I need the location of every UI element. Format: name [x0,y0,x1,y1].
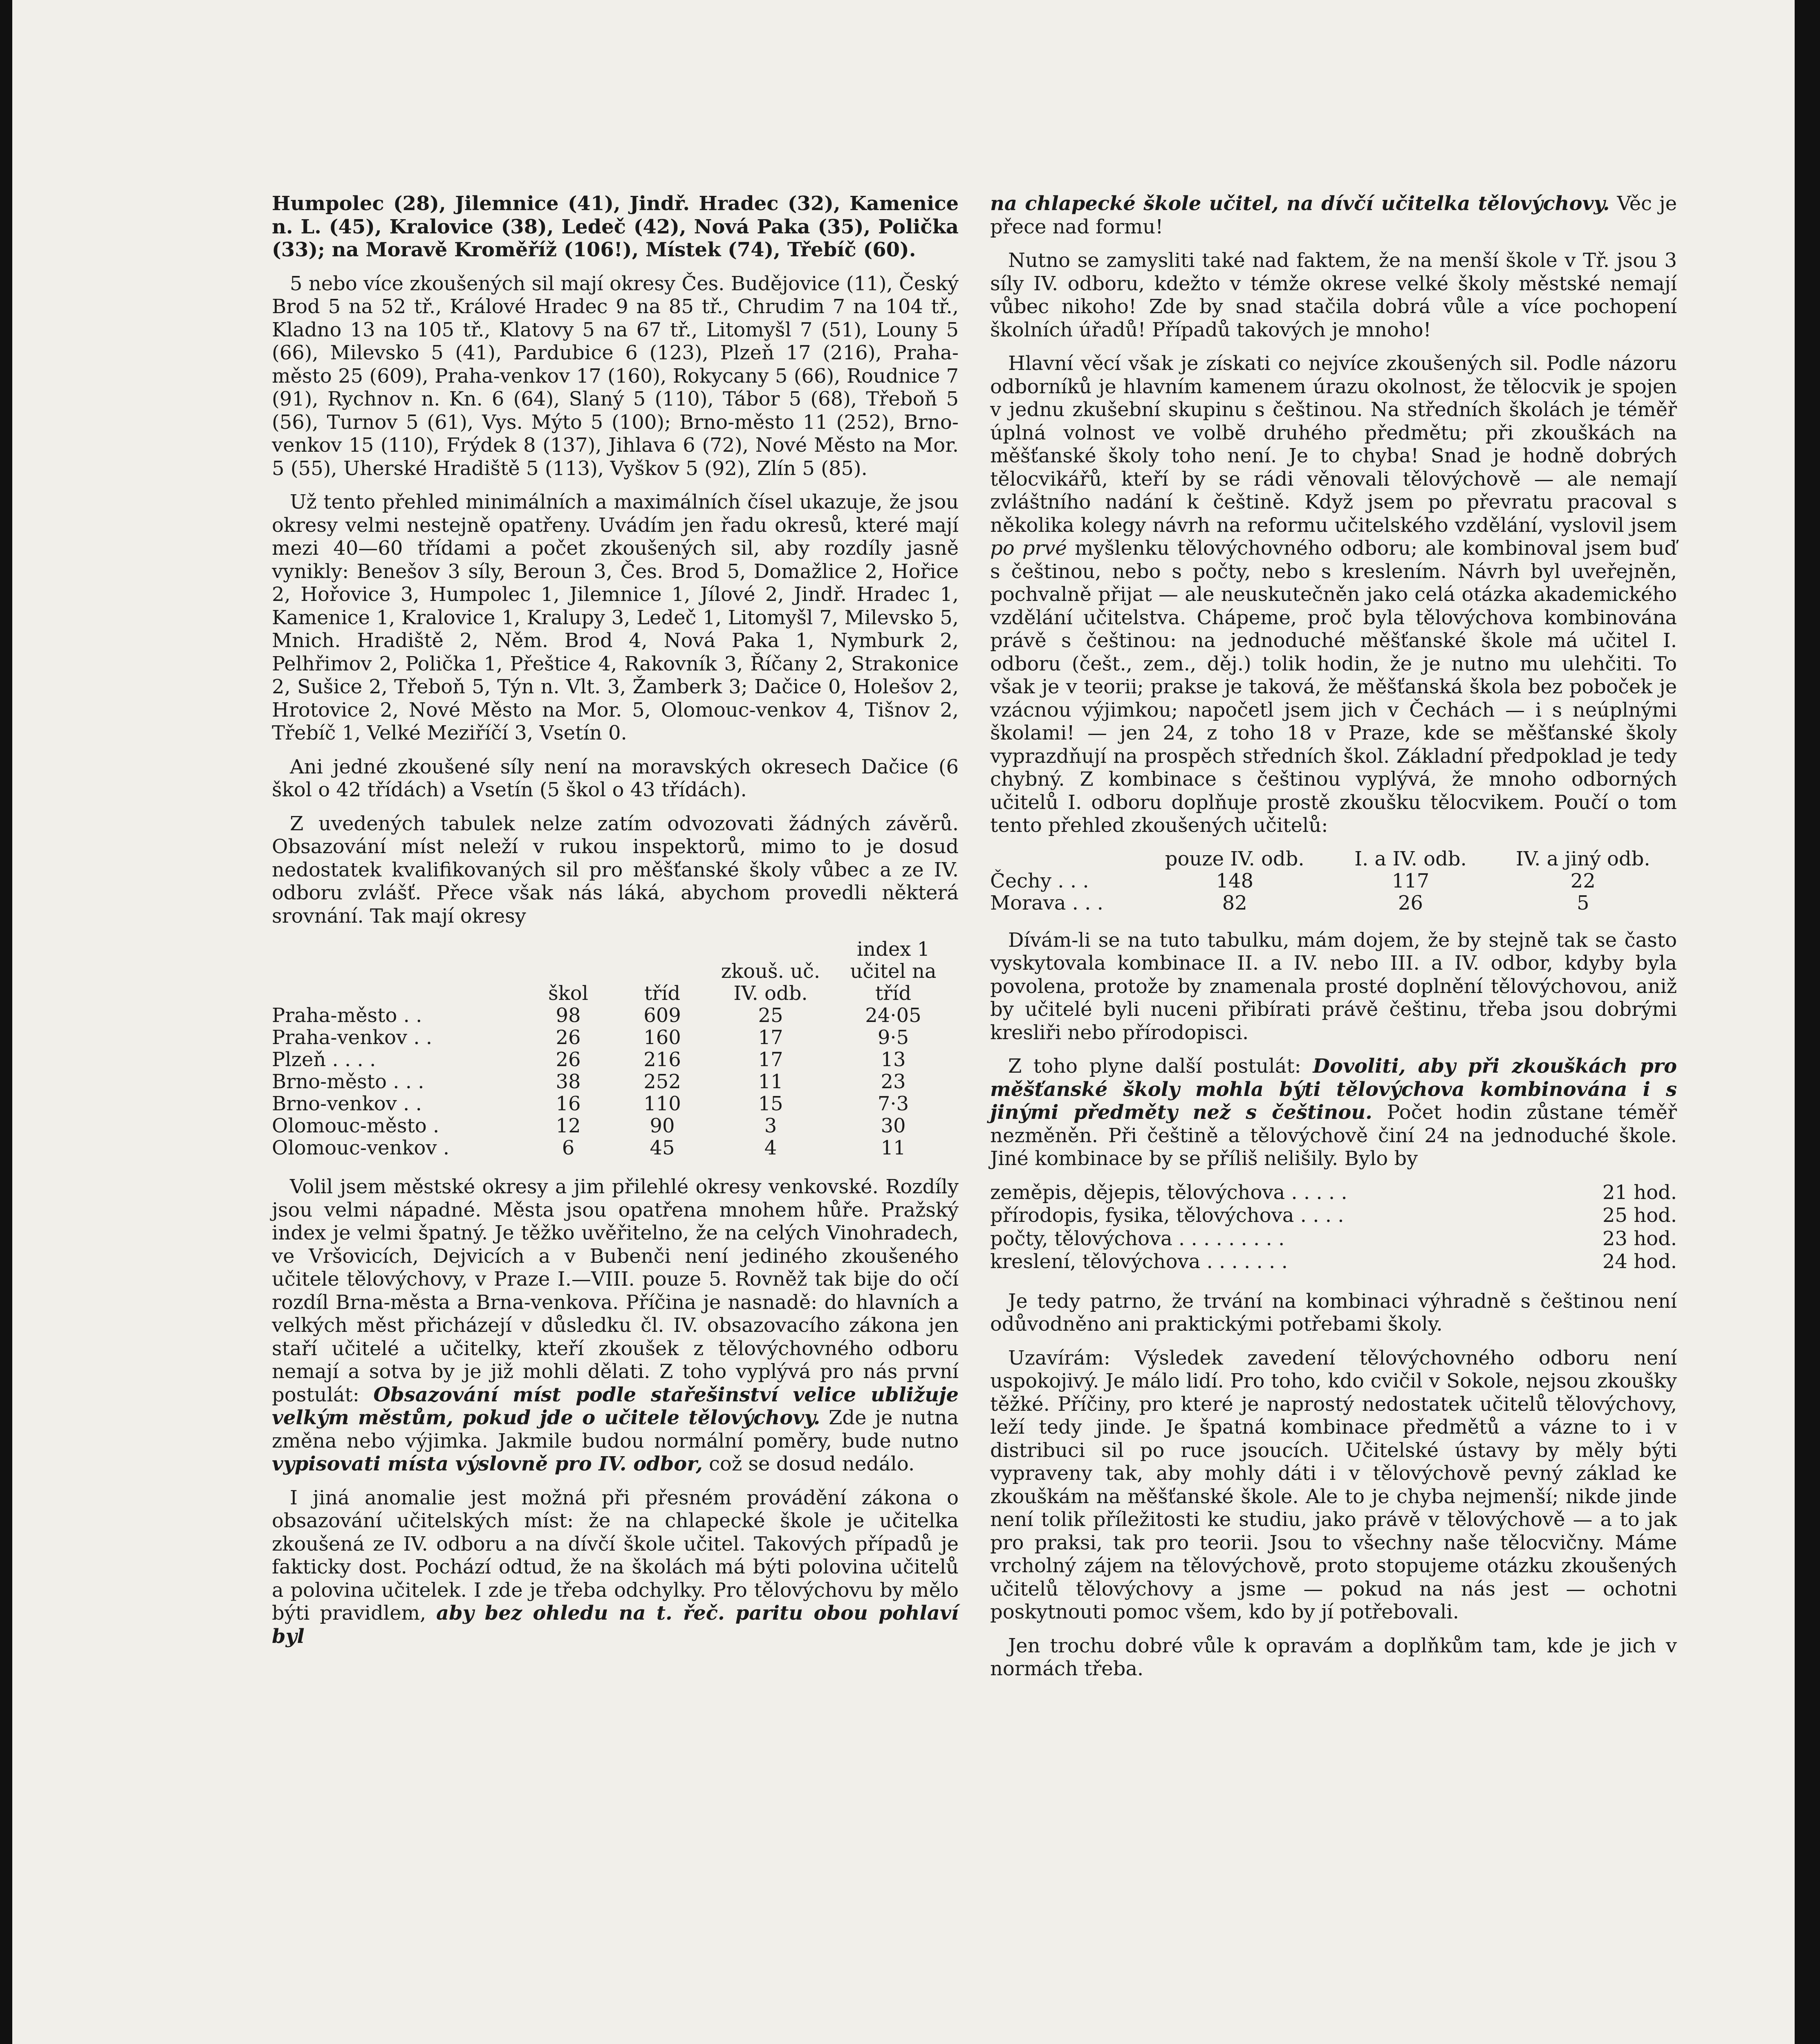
col-header: škol [548,982,588,1005]
table-row: Čechy . . . 148 117 22 [990,869,1596,892]
district-table [272,938,955,1159]
paragraph: Z toho plyne další postulát: Dovoliti, aby při zkouškách pro měšťanské školy mohla býti tělovýchova kombinována i s jinými předměty než s češtinou. Počet hodin zůstane téměř nezměněn. Při češtině a tělovýchově činí 24 na jednoduché škole. Jiné kombinace by se příliš nelišily. Bylo by [990,1055,1677,1170]
col-header: zkouš. uč. IV. odb. [721,960,820,1005]
table-row: Morava . . . 82 26 5 [990,891,1589,914]
paragraph: I jiná anomalie jest možná při přesném provádění zákona o obsazování učitelských míst: že na chlapecké škole je učitelka zkoušená ze IV. odboru a na dívčí škole učitel. Takových případů je fakticky dost. Pochází odtud, že na školách má býti polovina učitelů a polovina učitelek. I zde je třeba odchylky. Pro tělovýchovu by mělo býti pravidlem, aby bez ohledu na t. řeč. paritu obou pohlaví byl [272,1486,959,1648]
col-header: index 1 učitel na tříd [850,938,937,1005]
list-item: zeměpis, dějepis, tělovýchova . . . . . 21 hod. [990,1181,1677,1204]
paragraph: na chlapecké škole učitel, na dívčí učitelka tělovýchovy. Věc je přece nad formu! [990,192,1677,238]
teachers-table [990,848,1677,914]
paragraph: Volil jsem městské okresy a jim přilehlé okresy venkovské. Rozdíly jsou velmi nápadné. Města jsou opatřena mnohem hůře. Pražský index je velmi špatný. Je těžko uvěřitelno, že na celých Vinohradech, ve Vršovicích, Dejvicích a v Bubenči není jediného zkoušeného učitele tělovýchovy, v Praze I.—VIII. pouze 5. Rovněž tak bije do očí rozdíl Brna-města a Brna-venkova. Příčina je nasnadě: do hlavních a velkých měst přicházejí v důsledku čl. IV. obsazovacího zákona jen staří učitelé a učitelky, kteří zkoušek z tělovýchovného odboru nemají a sotva by je již mohli dělati. Z toho vyplývá pro nás první postulát: Obsazování míst podle stařešinství velice ubližuje velkým městům, pokud jde o učitele tělovýchovy. Zde je nutna změna nebo výjimka. Jakmile budou normální poměry, bude nutno vypisovati místa výslovně pro IV. odbor, což se dosud nedálo. [272,1175,959,1475]
paragraph: Dívám-li se na tuto tabulku, mám dojem, že by stejně tak se často vyskytovala kombinace II. a IV. nebo III. a IV. odbor, kdyby byla povolena, protože by znamenala prosté doplnění tělovýchovou, aniž by učitelé byli nuceni přibírati právě češtinu, třeba jsou dobrými kresliři nebo přírodopisci. [990,928,1677,1044]
col-header: tříd [644,982,681,1005]
paragraph: Nutno se zamysliti také nad faktem, že na menší škole v Tř. jsou 3 síly IV. odboru, kdežto v témže okrese velké školy městské nemají vůbec nikoho! Zde by snad stačila dobrá vůle a více pochopení školních úřadů! Případů takových je mnoho! [990,249,1677,341]
table-row: Olomouc-venkov . 6 45 4 11 [272,1136,906,1159]
list-item: kreslení, tělovýchova . . . . . . . 24 hod. [990,1250,1677,1273]
table-row: Brno-město . . . 38 252 11 23 [272,1070,906,1093]
paragraph: Z uvedených tabulek nelze zatím odvozovati žádných závěrů. Obsazování míst neleží v rukou inspektorů, mimo to je dosud nedostatek kvalifikovaných sil pro měšťanské školy vůbec a ze IV. odboru zvlášť. Přece však nás láká, abychom provedli některá srovnání. Tak mají okresy [272,812,959,928]
paragraph: Uzavírám: Výsledek zavedení tělovýchovného odboru není uspokojivý. Je málo lidí. Pro toho, kdo cvičil v Sokole, nejsou zkoušky těžké. Příčiny, pro které je naprostý nedostatek učitelů tělovýchovy, leží tedy jinde. Je špatná kombinace předmětů a vázne to i v distribuci sil po ruce jsoucích. Učitelské ústavy by měly býti vypraveny tak, aby mohly dáti i v tělovýchově pevný základ ke zkouškám na měšťanské škole. Ale to je chyba nejmenší; nikde jinde není tolik příležitosti ke studiu, jako právě v tělovýchově — a to jak pro praksi, tak pro teorii. Jsou to všechny naše tělocvičny. Máme vrcholný zájem na tělovýchově, proto stopujeme otázku zkoušených učitelů tělovýchovy a jsme — pokud na nás jest — ochotni poskytnouti pomoc všem, kdo by jí potřebovali. [990,1346,1677,1623]
paragraph: Jen trochu dobré vůle k opravám a doplňkům tam, kde je jich v normách třeba. [990,1634,1677,1680]
table-row: Brno-venkov . . 16 110 15 7·3 [272,1092,909,1115]
list-item: přírodopis, fysika, tělovýchova . . . . 25 hod. [990,1204,1677,1227]
table-row: Plzeň . . . . 26 216 17 13 [272,1048,906,1071]
paragraph: 5 nebo více zkoušených sil mají okresy Čes. Budějovice (11), Český Brod 5 na 52 tř., Králové Hradec 9 na 85 tř., Chrudim 7 na 104 tř., Kladno 13 na 105 tř., Klatovy 5 na 67 tř., Litomyšl 7 (51), Louny 5 (66), Milevsko 5 (41), Pardubice 6 (123), Plzeň 17 (216), Praha-město 25 (609), Praha-venkov 17 (160), Rokycany 5 (66), Roudnice 7 (91), Rychnov n. Kn. 6 (64), Slaný 5 (110), Tábor 5 (68), Třeboň 5 (56), Turnov 5 (61), Vys. Mýto 5 (100); Brno-město 11 (252), Brno-venkov 15 (110), Frýdek 8 (137), Jihlava 6 (72), Nové Město na Mor. 5 (55), Uherské Hradiště 5 (113), Vyškov 5 (92), Zlín 5 (85). [272,272,959,480]
list-item: počty, tělovýchova . . . . . . . . . 23 hod. [990,1227,1677,1250]
paragraph: Už tento přehled minimálních a maximálních čísel ukazuje, že jsou okresy velmi nestejně opatřeny. Uvádím jen řadu okresů, které mají mezi 40—60 třídami a počet zkoušených sil, aby rozdíly jasně vynikly: Benešov 3 síly, Beroun 3, Čes. Brod 5, Domažlice 2, Hořice 2, Hořovice 3, Humpolec 1, Jilemnice 1, Jílové 2, Jindř. Hradec 1, Kamenice 1, Kralovice 1, Kralupy 3, Ledeč 1, Litomyšl 7, Milevsko 5, Mnich. Hradiště 2, Něm. Brod 4, Nová Paka 1, Nymburk 2, Pelhřimov 2, Polička 1, Přeštice 4, Rakovník 3, Říčany 2, Strakonice 2, Sušice 2, Třeboň 5, Týn n. Vlt. 3, Žamberk 3; Dačice 0, Holešov 2, Hrotovice 2, Nové Město na Mor. 5, Olomouc-venkov 4, Tišnov 2, Třebíč 1, Velké Meziříčí 3, Vsetín 0. [272,491,959,744]
document-page [12,0,1795,2044]
col-header: IV. a jiný odb. [1515,847,1650,870]
paragraph: Hlavní věcí však je získati co nejvíce zkoušených sil. Podle názoru odborníků je hlavním kamenem úrazu okolnost, že tělocvik je spojen v jednu zkušební skupinu s češtinou. Na středních školách je téměř úplná volnost ve volbě druhého předmětu; při zkouškách na měšťanské školy toho není. Je to chyba! Snad je hodně dobrých tělocvikářů, kteří by se rádi věnovali tělovýchově — ale nemají zvláštního nadání k češtině. Když jsem po převratu pracoval s několika kolegy návrh na reformu učitelského vzdělání, vyslovil jsem po prvé myšlenku tělovýchovného odboru; ale kombinoval jsem buď s češtinou, nebo s počty, nebo s kreslením. Návrh byl uveřejněn, pochvalně přijat — ale neuskutečněn jako celá otázka akademického vzdělání učitelstva. Chápeme, proč byla tělovýchova kombinována právě s češtinou: na jednoduché měšťanské škole má učitel I. odboru (češt., zem., děj.) tolik hodin, že je nutno mu ulehčiti. To však je v teorii; prakse je taková, že měšťanská škola bez poboček je vzácnou výjimkou; napočetl jsem jich v Čechách — i s neúplnými školami! — jen 24, z toho 18 v Praze, kde se měšťanské školy vyprazdňují na prospěch středních škol. Základní předpoklad je tedy chybný. Z kombinace s češtinou vyplývá, že mnoho odborných učitelů I. odboru doplňuje prostě zkoušku tělocvikem. Poučí o tom tento přehled zkoušených učitelů: [990,352,1677,837]
paragraph: Humpolec (28), Jilemnice (41), Jindř. Hradec (32), Kamenice n. L. (45), Kralovice (38), Ledeč (42), Nová Paka (35), Polička (33); na Moravě Kroměříž (106!), Místek (74), Třebíč (60). [272,192,959,261]
hours-list [990,1181,1677,1273]
col-header: I. a IV. odb. [1354,847,1467,870]
table-row: Praha-město . . 98 609 25 24·05 [272,1004,921,1027]
table-row: Olomouc-město . 12 90 3 30 [272,1114,906,1137]
left-column [272,192,959,1659]
right-column [990,192,1677,1691]
col-header: pouze IV. odb. [1165,847,1304,870]
paragraph: Ani jedné zkoušené síly není na moravských okresech Dačice (6 škol o 42 třídách) a Vsetín (5 škol o 43 třídách). [272,755,959,801]
table-row: Praha-venkov . . 26 160 17 9·5 [272,1026,909,1049]
paragraph: Je tedy patrno, že trvání na kombinaci výhradně s češtinou není odůvodněno ani praktickými potřebami školy. [990,1289,1677,1336]
